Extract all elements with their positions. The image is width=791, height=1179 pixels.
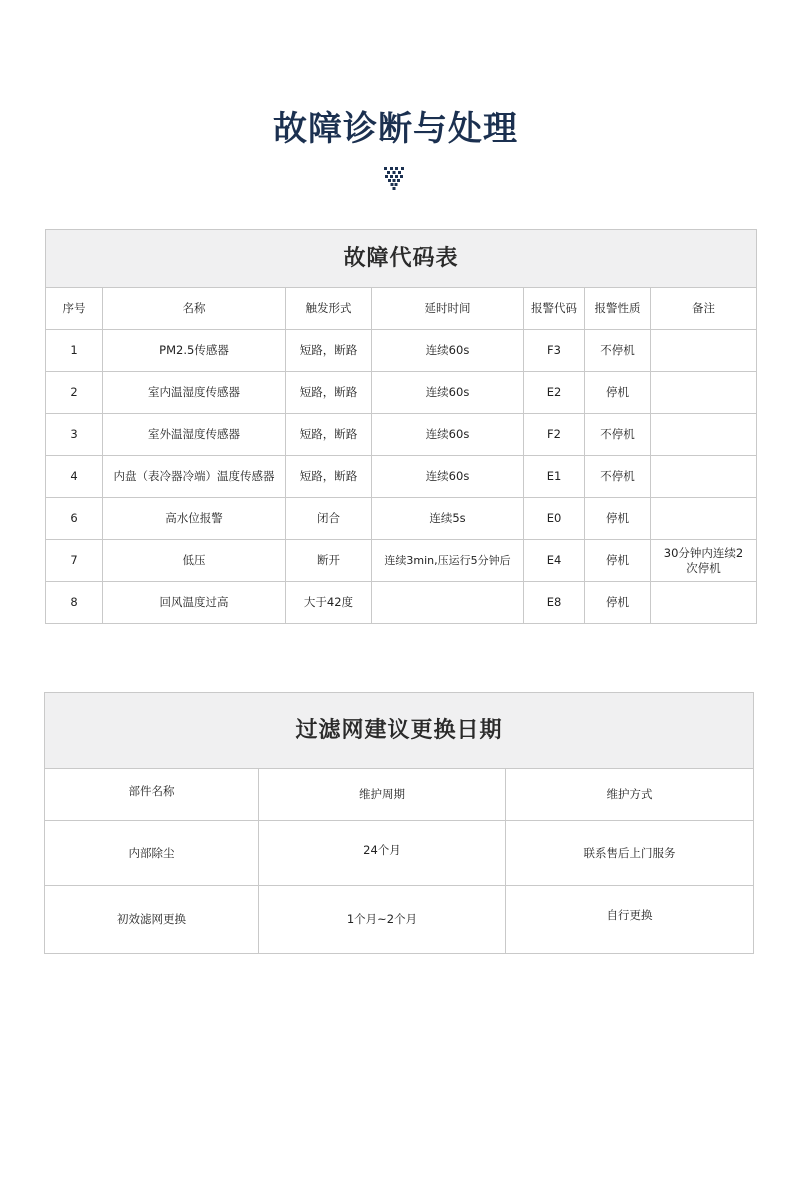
column-header: 备注 (651, 288, 757, 330)
table-cell: 连续5s (372, 498, 524, 540)
fault-table-caption: 故障代码表 (46, 230, 757, 288)
filter-table-header-row (45, 769, 754, 821)
table-row (46, 498, 757, 540)
column-header: 报警代码 (524, 288, 585, 330)
column-header: 延时时间 (372, 288, 524, 330)
table-cell: 闭合 (286, 498, 372, 540)
chevron-ornament-icon (383, 166, 405, 190)
table-cell (651, 456, 757, 498)
table-cell: 联系售后上门服务 (506, 821, 754, 886)
table-cell: 高水位报警 (103, 498, 286, 540)
table-cell: 停机 (585, 498, 651, 540)
table-cell: 1个月~2个月 (259, 886, 506, 954)
table-cell: 停机 (585, 372, 651, 414)
table-cell (651, 498, 757, 540)
table-cell: 不停机 (585, 330, 651, 372)
table-row (46, 456, 757, 498)
column-header: 部件名称 (128, 784, 175, 798)
table-cell: 2 (46, 372, 103, 414)
table-cell: 不停机 (585, 414, 651, 456)
table-cell: 8 (46, 582, 103, 624)
table-cell (651, 414, 757, 456)
column-header: 报警性质 (585, 288, 651, 330)
table-cell: F3 (524, 330, 585, 372)
table-cell: 连续60s (372, 456, 524, 498)
table-cell: 7 (46, 540, 103, 582)
table-cell: 断开 (286, 540, 372, 582)
table-cell: 不停机 (585, 456, 651, 498)
fault-table-header-row (46, 288, 757, 330)
table-cell: 4 (46, 456, 103, 498)
table-cell: 连续60s (372, 330, 524, 372)
table-cell: 停机 (585, 582, 651, 624)
table-cell: E1 (524, 456, 585, 498)
table-cell: 回风温度过高 (103, 582, 286, 624)
table-cell: 内部除尘 (45, 821, 259, 886)
table-cell: 大于42度 (286, 582, 372, 624)
table-cell: E4 (524, 540, 585, 582)
table-cell: E0 (524, 498, 585, 540)
table-cell: 内盘（表冷器冷端）温度传感器 (103, 456, 286, 498)
column-header: 序号 (46, 288, 103, 330)
table-cell: 初效滤网更换 (45, 886, 259, 954)
table-cell: 短路，断路 (286, 414, 372, 456)
filter-replacement-table (44, 692, 754, 954)
table-cell: F2 (524, 414, 585, 456)
table-cell: PM2.5传感器 (103, 330, 286, 372)
table-cell: 6 (46, 498, 103, 540)
table-cell (651, 582, 757, 624)
table-cell: 24个月 (363, 842, 401, 857)
table-cell (372, 582, 524, 624)
table-cell: 连续3min,压运行5分钟后 (372, 540, 524, 582)
column-header: 维护周期 (259, 769, 506, 821)
table-cell: 连续60s (372, 414, 524, 456)
table-cell: 短路，断路 (286, 372, 372, 414)
table-cell: 30分钟内连续2次停机 (651, 540, 757, 582)
fault-code-table (45, 229, 757, 624)
column-header: 名称 (103, 288, 286, 330)
table-row (46, 330, 757, 372)
table-cell (651, 330, 757, 372)
table-cell: 3 (46, 414, 103, 456)
table-cell: 室内温湿度传感器 (103, 372, 286, 414)
filter-table-caption: 过滤网建议更换日期 (45, 693, 754, 769)
table-cell: 停机 (585, 540, 651, 582)
table-cell: 连续60s (372, 372, 524, 414)
table-row (45, 821, 754, 886)
table-row (46, 540, 757, 582)
table-cell: E8 (524, 582, 585, 624)
table-cell: 室外温湿度传感器 (103, 414, 286, 456)
column-header: 维护方式 (506, 769, 754, 821)
table-cell: 自行更换 (606, 908, 653, 922)
table-cell (651, 372, 757, 414)
table-row (46, 582, 757, 624)
table-row (46, 414, 757, 456)
column-header: 触发形式 (286, 288, 372, 330)
table-cell: 短路，断路 (286, 330, 372, 372)
page-title: 故障诊断与处理 (273, 109, 518, 149)
table-cell: 短路，断路 (286, 456, 372, 498)
table-cell: E2 (524, 372, 585, 414)
table-row (46, 372, 757, 414)
table-row (45, 886, 754, 954)
table-cell: 低压 (103, 540, 286, 582)
table-cell: 1 (46, 330, 103, 372)
